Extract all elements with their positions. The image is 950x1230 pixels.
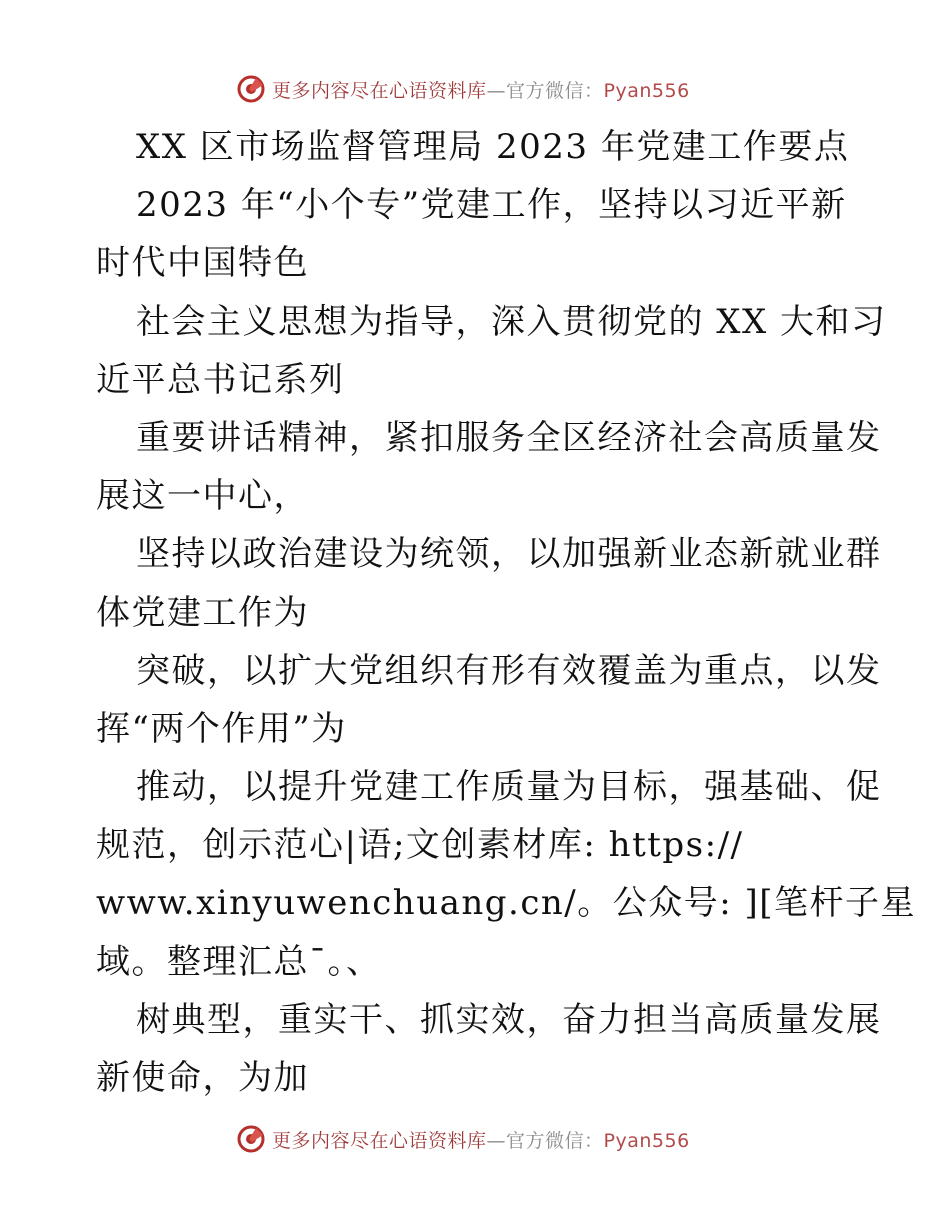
text-line: 展这一中心， <box>96 476 309 517</box>
document-title: XX 区市场监督管理局 2023 年党建工作要点 <box>136 127 850 167</box>
text-line: 体党建工作为 <box>96 592 309 633</box>
text-line: 坚持以政治建设为统领，以加强新业态新就业群 <box>136 534 882 575</box>
document-body <box>96 118 917 1107</box>
text-line: 时代中国特色 <box>96 243 309 284</box>
brand-logo-icon <box>236 74 266 104</box>
text-line: 重要讲话精神，紧扣服务全区经济社会高质量发 <box>136 417 882 458</box>
watermark-text <box>272 76 690 103</box>
watermark-brand: 更多内容尽在心语资料库 <box>272 79 487 102</box>
text-line: 树典型，重实干、抓实效，奋力担当高质量发展 <box>136 999 882 1040</box>
watermark-dash: — <box>486 1129 507 1152</box>
watermark-id: Pyan556 <box>603 79 690 102</box>
text-line: 突破，以扩大党组织有形有效覆盖为重点，以发 <box>136 650 882 691</box>
watermark-label: 官方微信： <box>506 79 604 102</box>
text-line: www.xinyuwenchuang.cn/。公众号: ][笔杆子星 <box>96 883 917 924</box>
text-line: 2023 年“小个专”党建工作，坚持以习近平新 <box>136 185 847 226</box>
watermark-footer <box>236 1122 690 1156</box>
watermark-brand: 更多内容尽在心语资料库 <box>272 1129 487 1152</box>
watermark-dash: — <box>486 79 507 102</box>
text-line: 域。整理汇总¯。、 <box>96 941 382 982</box>
text-line: 近平总书记系列 <box>96 359 345 400</box>
watermark-id: Pyan556 <box>603 1129 690 1152</box>
text-line: 推动，以提升党建工作质量为目标，强基础、促 <box>136 767 882 808</box>
text-line: 挥“两个作用”为 <box>96 708 347 749</box>
text-line: 新使命，为加 <box>96 1058 309 1098</box>
watermark-label: 官方微信： <box>506 1129 604 1152</box>
watermark-header <box>236 72 690 106</box>
watermark-text <box>272 1126 690 1153</box>
text-line: 规范，创示范心|语;文创素材库: https:// <box>96 825 744 866</box>
text-line: 社会主义思想为指导，深入贯彻党的 XX 大和习 <box>136 301 887 342</box>
brand-logo-icon <box>236 1124 266 1154</box>
